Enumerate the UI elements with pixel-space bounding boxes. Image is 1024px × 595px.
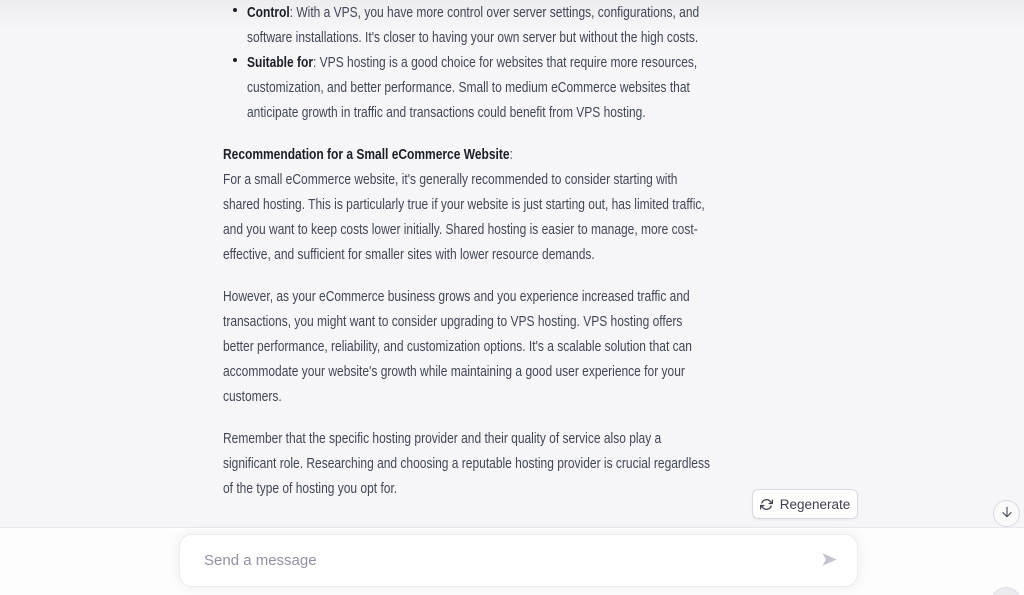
list-item-control [223,0,803,50]
message-line: software installations. It's closer to having your own server but without the high costs. [247,29,699,46]
regenerate-icon [760,498,773,511]
message-line: of the type of hosting you opt for. [223,480,398,497]
message-line: and you want to keep costs lower initially. Shared hosting is easier to manage, more cost- [223,221,698,238]
message-input[interactable] [180,535,857,586]
message-line: Remember that the specific hosting provider and their quality of service also play a [223,430,662,447]
message-line: transactions, you might want to consider upgrading to VPS hosting. VPS hosting offers [223,313,683,330]
send-icon [820,550,839,572]
message-line: better performance, reliability, and customization options. It's a scalable solution that can [223,338,692,355]
message-line: shared hosting. This is particularly true if your website is just starting out, has limited traffic, [223,196,705,213]
message-line [247,0,700,25]
message-composer [179,534,858,587]
bullet-text: : With a VPS, you have more control over server settings, configurations, and [289,4,700,21]
regenerate-button[interactable] [752,489,858,519]
recommendation-heading-text: Recommendation for a Small eCommerce Website [223,146,510,163]
recommendation-heading [223,142,687,167]
message-line: However, as your eCommerce business grows and you experience increased traffic and [223,288,690,305]
assistant-message [223,0,803,501]
recommendation-paragraph [223,142,803,267]
down-arrow-icon [1000,505,1014,522]
bullet-lead: Suitable for [247,54,314,71]
regenerate-label: Regenerate [779,496,851,512]
recommendation-heading-suffix: : [509,146,513,163]
bullet-lead: Control [247,4,290,21]
bullet-text: : VPS hosting is a good choice for websites that require more resources, [313,54,698,71]
bullet-list [223,0,803,125]
message-line: significant role. Researching and choosing a reputable hosting provider is crucial regardless [223,455,710,472]
send-button[interactable] [813,545,845,577]
message-line: For a small eCommerce website, it's generally recommended to consider starting with [223,171,678,188]
scroll-to-bottom-button[interactable] [993,500,1020,527]
message-line: anticipate growth in traffic and transactions could benefit from VPS hosting. [247,104,646,121]
message-line [247,50,698,75]
help-button[interactable] [991,587,1021,595]
composer-bar [0,529,1024,595]
message-line: customization, and better performance. Small to medium eCommerce websites that [247,79,690,96]
bullet-dot [233,8,237,12]
bullet-dot [233,58,237,62]
list-item-suitable-for [223,50,803,125]
message-line: effective, and sufficient for smaller sites with lower resource demands. [223,246,595,263]
message-line: accommodate your website's growth while maintaining a good user experience for your [223,363,685,380]
message-line: customers. [223,388,282,405]
paragraph-upgrade-advice [223,284,803,409]
paragraph-provider-advice [223,426,803,501]
